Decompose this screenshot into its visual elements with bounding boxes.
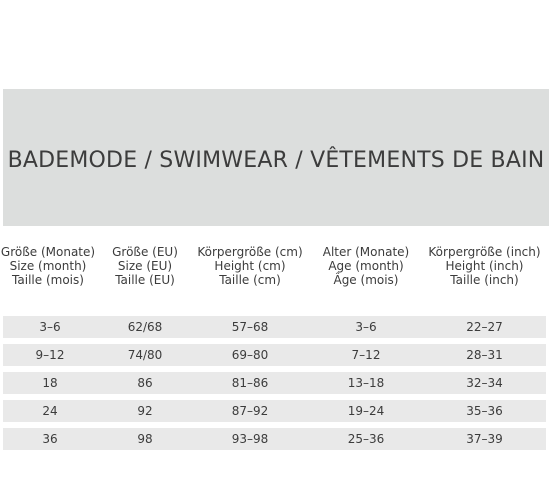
cell-size-months: 36 [42,432,58,446]
column-header-line: Size (month) [9,259,87,273]
table-row [0,344,549,366]
cell-size-eu: 98 [137,432,153,446]
column-header-line: Körpergröße (inch) [428,245,541,259]
cell-height-inch: 35–36 [466,404,503,418]
title-banner [3,89,549,226]
cell-height-inch: 37–39 [466,432,503,446]
table-row [0,372,549,394]
column-header-line: Âge (mois) [333,273,399,287]
cell-size-months: 9–12 [35,348,65,362]
cell-age-months: 25–36 [347,432,385,446]
page-title: BADEMODE / SWIMWEAR / VÊTEMENTS DE BAIN [7,148,545,173]
column-header-age-months [316,245,416,287]
column-header-line: Size (EU) [117,259,173,273]
cell-height-cm: 69–80 [231,348,269,362]
cell-size-eu: 74/80 [127,348,163,362]
cell-size-months: 18 [42,376,58,390]
cell-height-inch: 22–27 [466,320,503,334]
cell-height-cm: 93–98 [231,432,269,446]
column-header-line: Height (inch) [445,259,524,273]
column-header-size-eu [106,245,184,287]
cell-height-cm: 81–86 [231,376,269,390]
cell-size-eu: 86 [137,376,153,390]
cell-age-months: 3–6 [355,320,377,334]
column-header-line: Taille (inch) [450,273,519,287]
column-header-line: Größe (EU) [112,245,178,259]
column-header-height-cm [190,245,310,287]
column-header-line: Taille (EU) [115,273,175,287]
cell-age-months: 19–24 [347,404,385,418]
cell-size-eu: 92 [137,404,153,418]
column-header-line: Taille (mois) [12,273,84,287]
cell-size-months: 24 [42,404,58,418]
column-header-line: Körpergröße (cm) [197,245,303,259]
column-header-line: Age (month) [328,259,404,273]
column-header-line: Height (cm) [214,259,286,273]
cell-height-cm: 57–68 [231,320,269,334]
cell-age-months: 13–18 [347,376,385,390]
column-header-size-months [0,245,106,287]
table-header [0,245,549,295]
table-row [0,428,549,450]
table-row [0,400,549,422]
cell-height-inch: 32–34 [466,376,503,390]
column-header-line: Taille (cm) [219,273,281,287]
column-header-height-inch [420,245,549,287]
column-header-line: Alter (Monate) [322,245,410,259]
table-row [0,316,549,338]
cell-height-inch: 28–31 [466,348,503,362]
cell-size-eu: 62/68 [127,320,163,334]
cell-size-months: 3–6 [39,320,61,334]
cell-age-months: 7–12 [351,348,381,362]
cell-height-cm: 87–92 [231,404,269,418]
column-header-line: Größe (Monate) [0,245,96,259]
